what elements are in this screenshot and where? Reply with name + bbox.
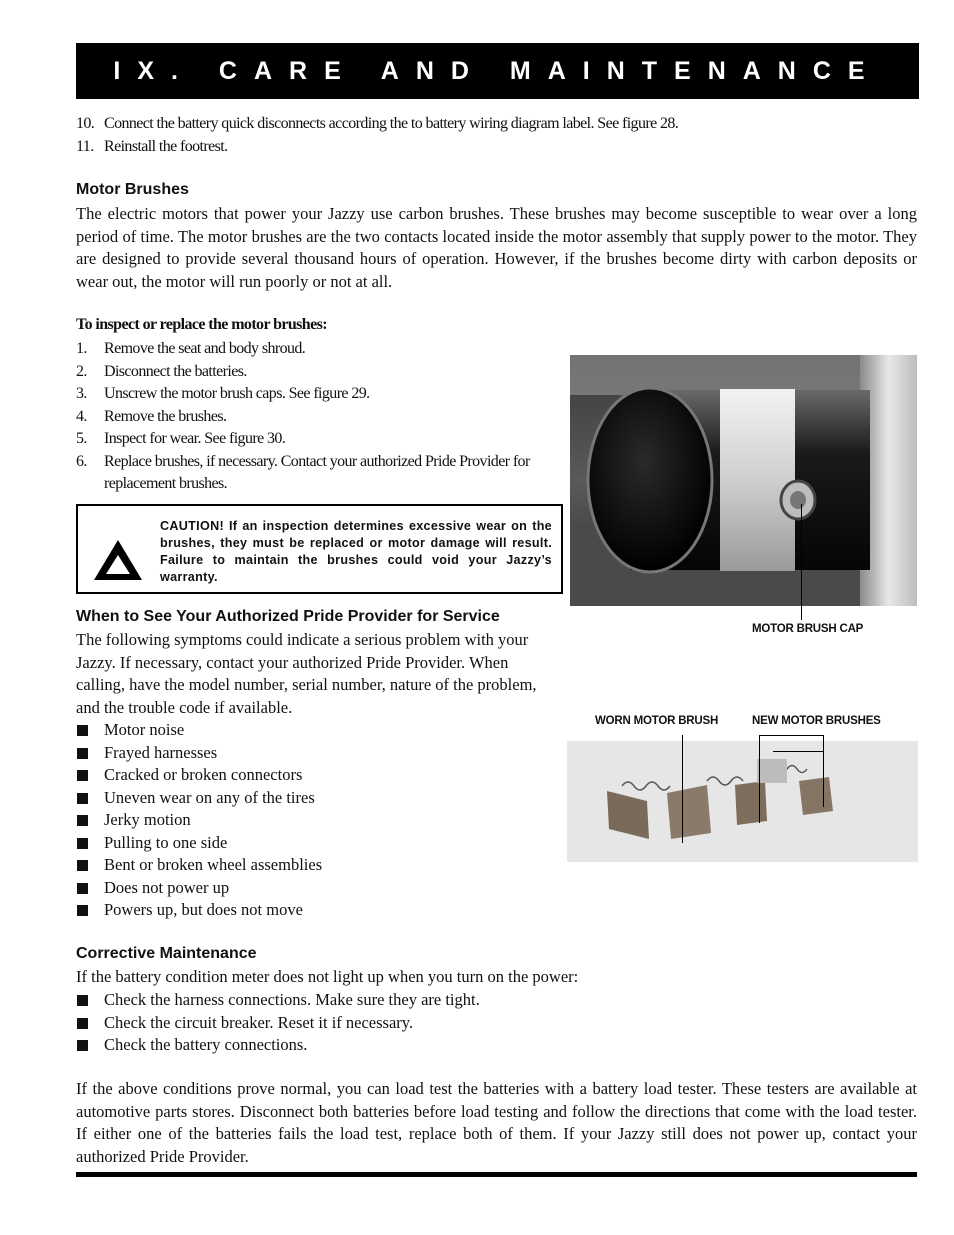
list-item: 4. Remove the brushes. [76, 407, 227, 425]
motor-brushes-paragraph: The electric motors that power your Jazzy use carbon brushes. These brushes may become susceptible to wear over a long period of time. The motor brushes are the two contacts located inside the motor assembly that supply power to the motor. They are designed to provide several thousand hours of operation. However, if the brushes become dirty with carbon deposits or wear out, the motor will run poorly or not at all. [76, 204, 917, 291]
list-item: Does not power up [76, 877, 556, 900]
service-paragraph: The following symptoms could indicate a serious problem with your Jazzy. If necessary, contact your authorized Pride Provider. When calling, have the model number, serial number, nature of the problem, and the trouble code if available. [76, 630, 537, 717]
list-item: Powers up, but does not move [76, 899, 556, 922]
leader-line [801, 504, 802, 620]
list-item: Bent or broken wheel assemblies [76, 854, 556, 877]
corrective-heading: Corrective Maintenance [76, 945, 257, 962]
motor-brushes-heading: Motor Brushes [76, 181, 189, 198]
list-item: 3. Unscrew the motor brush caps. See figure 29. [76, 385, 370, 402]
list-item: Check the circuit breaker. Reset it if necessary. [76, 1012, 776, 1035]
service-heading: When to See Your Authorized Pride Provider for Service [76, 608, 500, 625]
caution-box [76, 504, 563, 594]
list-item: 1. Remove the seat and body shroud. [76, 340, 306, 357]
list-item: Uneven wear on any of the tires [76, 787, 556, 810]
list-item: Motor noise [76, 719, 556, 742]
corrective-paragraph: If the above conditions prove normal, you can load test the batteries with a battery load tester. These testers are available at automotive parts stores. Disconnect both batteries before load testing and follow the directions that come with the load tester. If either one of the batteries fails the load test, replace both of them. If your Jazzy still does not power up, contact your authorized Pride Provider. [76, 1079, 917, 1166]
list-item: Pulling to one side [76, 832, 556, 855]
inspect-steps-list [76, 338, 556, 496]
symptoms-list [76, 719, 556, 922]
new-leader-bar [759, 735, 824, 736]
motor-photo [570, 355, 917, 606]
list-item: 6. Replace brushes, if necessary. Contact your authorized Pride Provider for replacement brushes. [76, 452, 530, 492]
list-item: 10. Connect the battery quick disconnects according the to battery wiring diagram label. See figure 28. [76, 115, 679, 132]
list-item: 5. Inspect for wear. See figure 30. [76, 430, 286, 447]
list-item: Check the battery connections. [76, 1034, 776, 1057]
section-header [76, 43, 919, 99]
section-title: IX. CARE AND MAINTENANCE [113, 56, 882, 85]
corrective-intro: If the battery condition meter does not light up when you turn on the power: [76, 967, 579, 986]
list-item: 11. Reinstall the footrest. [76, 137, 228, 155]
list-item: Check the harness connections. Make sure they are tight. [76, 989, 776, 1012]
new-brushes-label: NEW MOTOR BRUSHES [752, 715, 881, 727]
warning-triangle-icon [92, 538, 144, 582]
brushes-photo [567, 741, 918, 862]
continued-steps-list [76, 113, 776, 158]
new-leader-line [823, 735, 824, 807]
list-item: Jerky motion [76, 809, 556, 832]
checks-list [76, 989, 776, 1057]
new-leader-line [759, 735, 760, 823]
list-item: 2. Disconnect the batteries. [76, 362, 247, 380]
worn-leader-line [682, 735, 683, 843]
list-item: Cracked or broken connectors [76, 764, 556, 787]
new-leader-bar [773, 751, 823, 752]
worn-brush-label: WORN MOTOR BRUSH [595, 715, 719, 727]
caution-text: CAUTION! If an inspection determines excessive wear on the brushes, they must be replaced or motor damage will result. Failure to maintain the brushes could void your Jazzy’s warranty. [160, 519, 552, 584]
motor-brush-cap-label: MOTOR BRUSH CAP [752, 623, 864, 635]
inspect-heading: To inspect or replace the motor brushes: [76, 316, 327, 333]
footer-rule [76, 1172, 917, 1177]
list-item: Frayed harnesses [76, 742, 556, 765]
